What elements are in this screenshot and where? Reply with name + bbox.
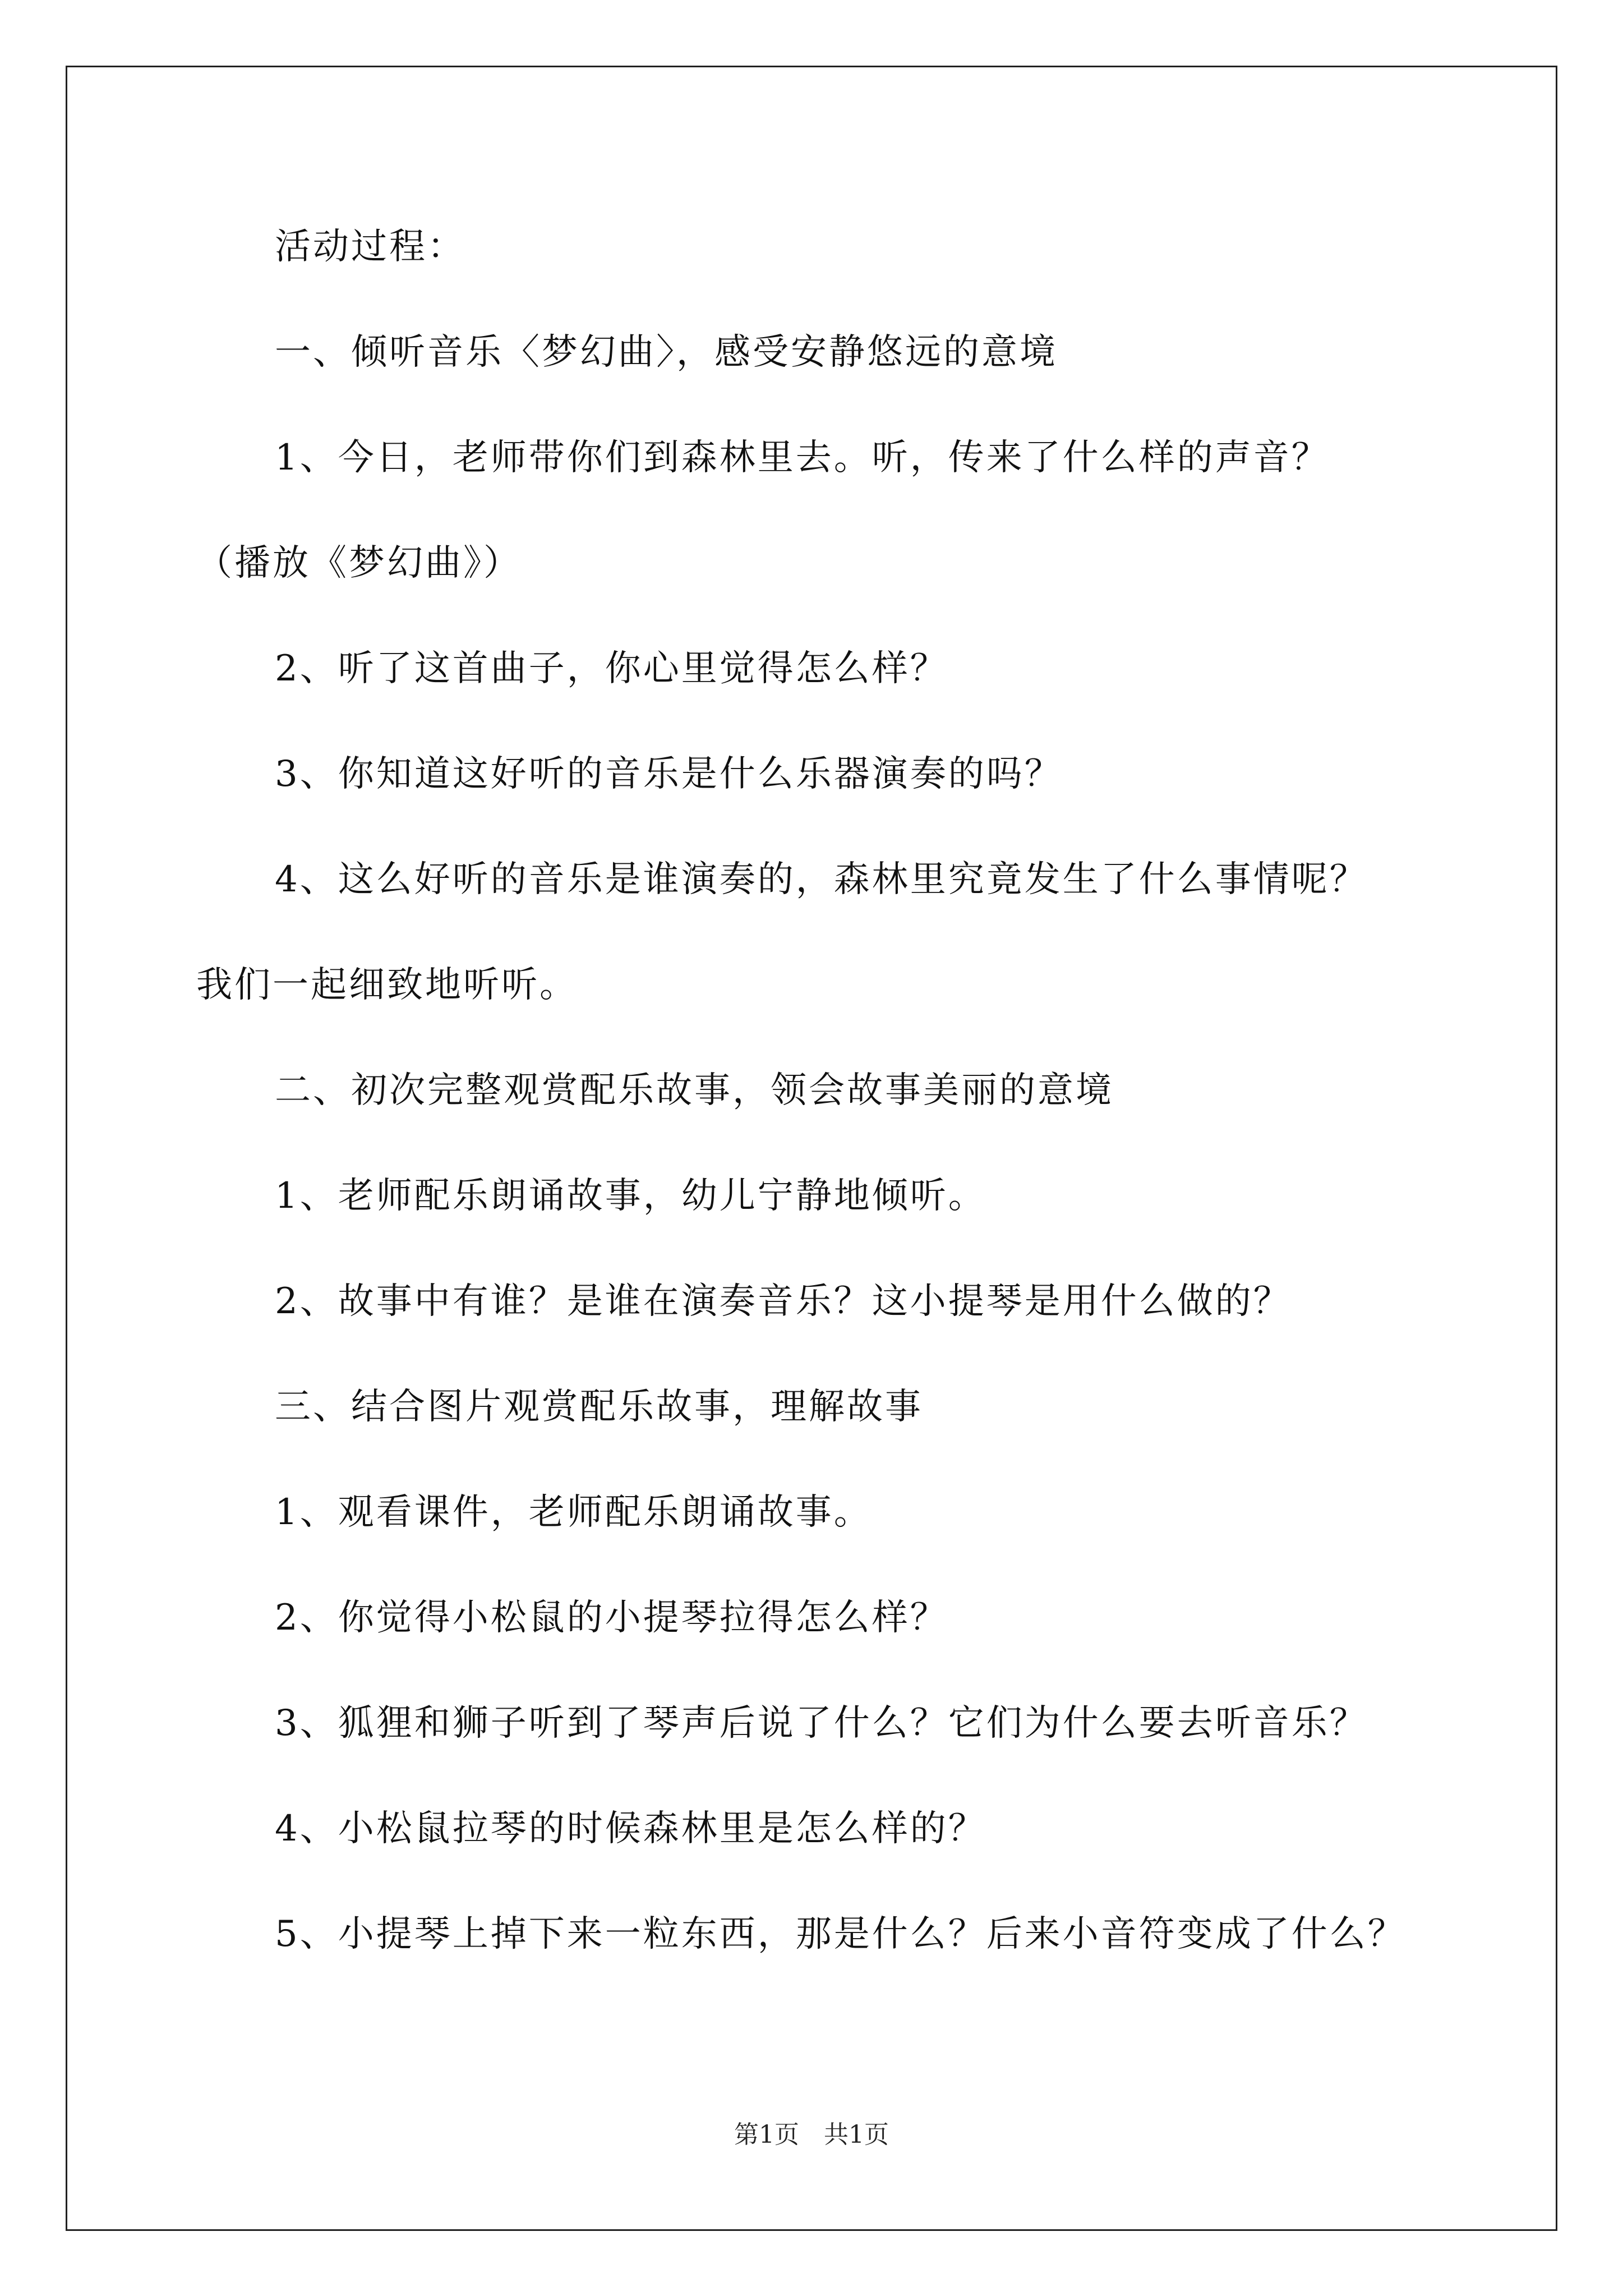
document-line: 1、观看课件，老师配乐朗诵故事。 bbox=[275, 1492, 872, 1533]
page-footer: 第1页 共1页 bbox=[734, 2120, 889, 2149]
document-line: 3、狐狸和狮子听到了琴声后说了什么？它们为什么要去听音乐？ bbox=[275, 1703, 1368, 1744]
document-line: 1、老师配乐朗诵故事，幼儿宁静地倾听。 bbox=[275, 1175, 986, 1217]
document-line: 4、小松鼠拉琴的时候森林里是怎么样的？ bbox=[275, 1808, 986, 1849]
document-line: 2、听了这首曲子，你心里觉得怎么样？ bbox=[275, 648, 948, 689]
document-line: 3、你知道这好听的音乐是什么乐器演奏的吗？ bbox=[275, 753, 1063, 795]
document-line: 2、你觉得小松鼠的小提琴拉得怎么样？ bbox=[275, 1597, 948, 1639]
document-line: 1、今日，老师带你们到森林里去。听，传来了什么样的声音？ bbox=[275, 437, 1330, 478]
section-heading: 二、初次完整观赏配乐故事，领会故事美丽的意境 bbox=[275, 1070, 1114, 1111]
page-border bbox=[66, 66, 1557, 2231]
document-line: 2、故事中有谁？是谁在演奏音乐？这小提琴是用什么做的？ bbox=[275, 1281, 1292, 1322]
document-line: 5、小提琴上掉下来一粒东西，那是什么？后来小音符变成了什么？ bbox=[275, 1913, 1406, 1955]
document-line: 活动过程： bbox=[275, 226, 465, 268]
section-heading: 三、结合图片观赏配乐故事，理解故事 bbox=[275, 1386, 923, 1428]
section-heading: 一、倾听音乐〈梦幻曲〉，感受安静悠远的意境 bbox=[275, 332, 1058, 373]
document-line: 我们一起细致地听听。 bbox=[196, 964, 578, 1006]
document-line: （播放《梦幻曲》） bbox=[196, 542, 522, 584]
document-line: 4、这么好听的音乐是谁演奏的，森林里究竟发生了什么事情呢？ bbox=[275, 859, 1368, 900]
